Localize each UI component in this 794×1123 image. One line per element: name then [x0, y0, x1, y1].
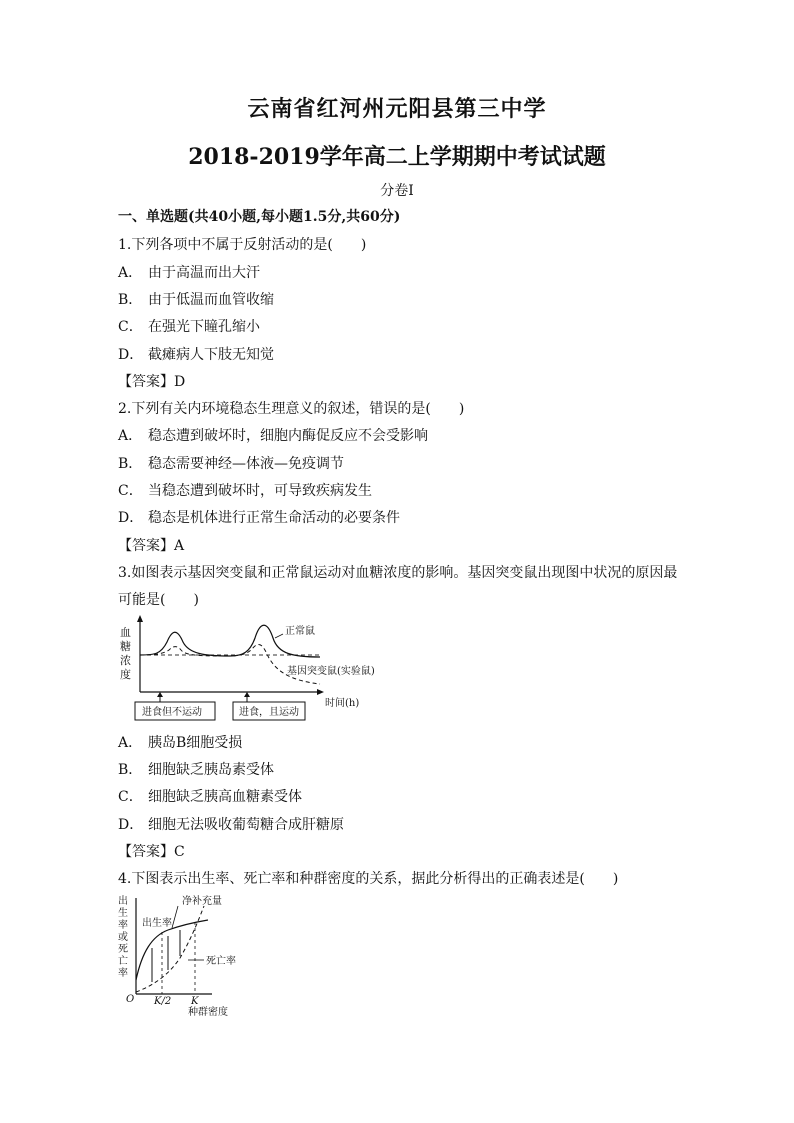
- box2-text: 进食，且运动: [239, 707, 299, 718]
- question-3-option-c: C． 细胞缺乏胰高血糖素受体: [118, 789, 302, 805]
- box1-pointer-head: [157, 692, 163, 697]
- question-1-option-a: A． 由于高温而出大汗: [118, 265, 260, 281]
- figure2-y-label-6: 亡: [118, 956, 128, 967]
- document-subtitle: 2018-2019学年高二上学期期中考试试题: [188, 144, 606, 170]
- figure2-y-label-5: 死: [118, 944, 128, 955]
- question-1-option-d: D． 截瘫病人下肢无知觉: [118, 347, 274, 363]
- tick-k-half: K/2: [154, 996, 172, 1007]
- figure1-y-label-2: 糖: [120, 640, 131, 653]
- question-2-option-d: D． 稳态是机体进行正常生命活动的必要条件: [118, 510, 400, 526]
- birth-rate-curve: [136, 920, 208, 980]
- question-3-option-a: A． 胰岛B细胞受损: [118, 735, 243, 751]
- question-1-stem: 1.下列各项中不属于反射活动的是( ): [118, 237, 367, 253]
- figure1-x-arrow: [317, 689, 324, 695]
- figure2-y-label-1: 出: [118, 896, 128, 907]
- question-3-stem-line2: 可能是( ): [118, 592, 199, 608]
- part-heading: 一、单选题(共40小题,每小题1.5分,共60分): [118, 209, 401, 225]
- question-2-option-a: A． 稳态遭到破坏时，细胞内酶促反应不会受影响: [118, 428, 428, 444]
- figure2-y-label-3: 率: [118, 920, 128, 931]
- question-2-option-b: B． 稳态需要神经—体液—免疫调节: [118, 456, 344, 472]
- population-density-figure: [112, 892, 252, 1018]
- tick-k: K: [191, 996, 199, 1007]
- figure1-y-label-4: 度: [120, 668, 131, 681]
- blood-glucose-figure: [115, 612, 385, 724]
- box2-pointer-head: [244, 692, 250, 697]
- figure2-y-label-7: 率: [118, 968, 128, 979]
- question-1-option-c: C． 在强光下瞳孔缩小: [118, 319, 260, 335]
- normal-label-leader: [275, 634, 283, 638]
- figure1-y-label-1: 血: [120, 626, 131, 639]
- question-3-option-d: D． 细胞无法吸收葡萄糖合成肝糖原: [118, 817, 344, 833]
- question-3-answer: 【答案】C: [118, 844, 185, 860]
- death-rate-label: 死亡率: [206, 956, 236, 967]
- figure1-x-label: 时间(h): [325, 698, 360, 709]
- net-label-leader: [172, 906, 178, 928]
- figure1-y-arrow: [137, 615, 143, 622]
- question-3-option-b: B． 细胞缺乏胰岛素受体: [118, 762, 274, 778]
- figure2-y-label-2: 生: [118, 908, 128, 919]
- figure1-y-label-3: 浓: [120, 654, 131, 667]
- question-2-stem: 2.下列有关内环境稳态生理意义的叙述，错误的是( ): [118, 401, 465, 417]
- birth-rate-label: 出生率: [142, 918, 172, 929]
- figure2-x-label: 种群密度: [188, 1007, 228, 1018]
- figure2-y-label-4: 或: [118, 932, 128, 943]
- question-1-answer: 【答案】D: [118, 374, 186, 390]
- question-3-stem-line1: 3.如图表示基因突变鼠和正常鼠运动对血糖浓度的影响。基因突变鼠出现图中状况的原因最: [118, 565, 678, 581]
- section-label: 分卷I: [380, 183, 414, 199]
- mutant-mouse-label: 基因突变鼠(实验鼠): [287, 666, 375, 677]
- net-recruitment-label: 净补充量: [182, 896, 222, 907]
- document-title: 云南省红河州元阳县第三中学: [247, 96, 547, 122]
- mutant-mouse-curve: [140, 644, 320, 684]
- question-2-option-c: C． 当稳态遭到破坏时，可导致疾病发生: [118, 483, 372, 499]
- normal-mouse-label: 正常鼠: [285, 626, 315, 637]
- question-2-answer: 【答案】A: [118, 538, 185, 554]
- box1-text: 进食但不运动: [142, 707, 202, 718]
- question-4-stem: 4.下图表示出生率、死亡率和种群密度的关系，据此分析得出的正确表述是( ): [118, 871, 619, 887]
- origin-label: O: [126, 994, 135, 1005]
- question-1-option-b: B． 由于低温而血管收缩: [118, 292, 274, 308]
